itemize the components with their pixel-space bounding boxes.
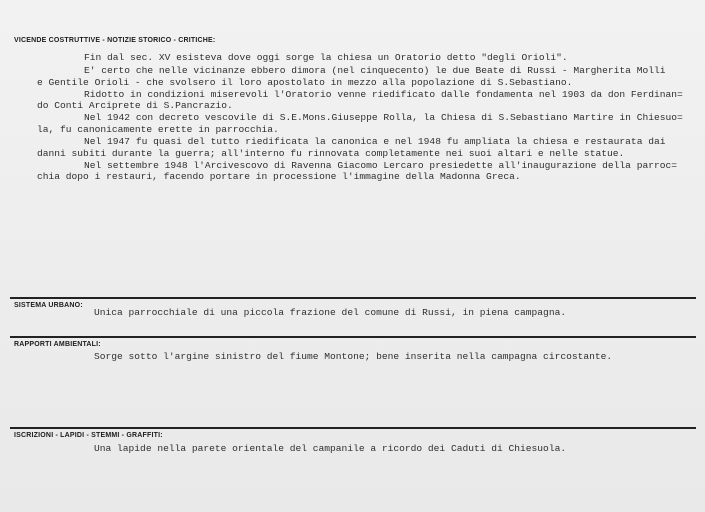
- section-divider: [10, 336, 696, 338]
- text-line: Nel settembre 1948 l'Arcivescovo di Ravenna Giacomo Lercaro presiedette all'inaugurazione della parroc=: [84, 160, 677, 171]
- text-line: danni subiti durante la guerra; all'interno fu rinnovata completamente nei suoi altari e nelle statue.: [37, 148, 625, 159]
- rapporti-text: Sorge sotto l'argine sinistro del fiume Montone; bene inserita nella campagna circostante.: [94, 351, 613, 362]
- section-label-rapporti: RAPPORTI AMBIENTALI:: [14, 341, 101, 348]
- section-label-iscrizioni: ISCRIZIONI - LAPIDI - STEMMI - GRAFFITI:: [14, 432, 163, 439]
- iscrizioni-text: Una lapide nella parete orientale del campanile a ricordo dei Caduti di Chiesuola.: [94, 443, 567, 454]
- text-line: Ridotto in condizioni miserevoli l'Oratorio venne riedificato dalle fondamenta nel 1903 da don Ferdinan=: [84, 89, 683, 100]
- text-line: do Conti Arciprete di S.Pancrazio.: [37, 100, 233, 111]
- section-divider: [10, 297, 696, 299]
- text-line: la, fu canonicamente erette in parrocchia.: [37, 124, 279, 135]
- text-line: E' certo che nelle vicinanze ebbero dimora (nel cinquecento) le due Beate di Russi - Margherita Molli: [84, 65, 666, 76]
- text-line: Fin dal sec. XV esisteva dove oggi sorge la chiesa un Oratorio detto "degli Orioli".: [84, 52, 568, 63]
- text-line: Nel 1942 con decreto vescovile di S.E.Mons.Giuseppe Rolla, la Chiesa di S.Sebastiano Martire in Chiesuo=: [84, 112, 683, 123]
- text-line: chia dopo i restauri, facendo portare in processione l'immagine della Madonna Greca.: [37, 171, 521, 182]
- sistema-text: Unica parrocchiale di una piccola frazione del comune di Russi, in piena campagna.: [94, 307, 567, 318]
- section-label-vicende: VICENDE COSTRUTTIVE - NOTIZIE STORICO - CRITICHE:: [14, 37, 216, 44]
- text-line: Nel 1947 fu quasi del tutto riedificata la canonica e nel 1948 fu ampliata la chiesa e restaurata dai: [84, 136, 666, 147]
- text-line: e Gentile Orioli - che svolsero il loro apostolato in mezzo alla popolazione di S.Sebastiano.: [37, 77, 573, 88]
- section-label-sistema: SISTEMA URBANO:: [14, 302, 83, 309]
- section-divider: [10, 427, 696, 429]
